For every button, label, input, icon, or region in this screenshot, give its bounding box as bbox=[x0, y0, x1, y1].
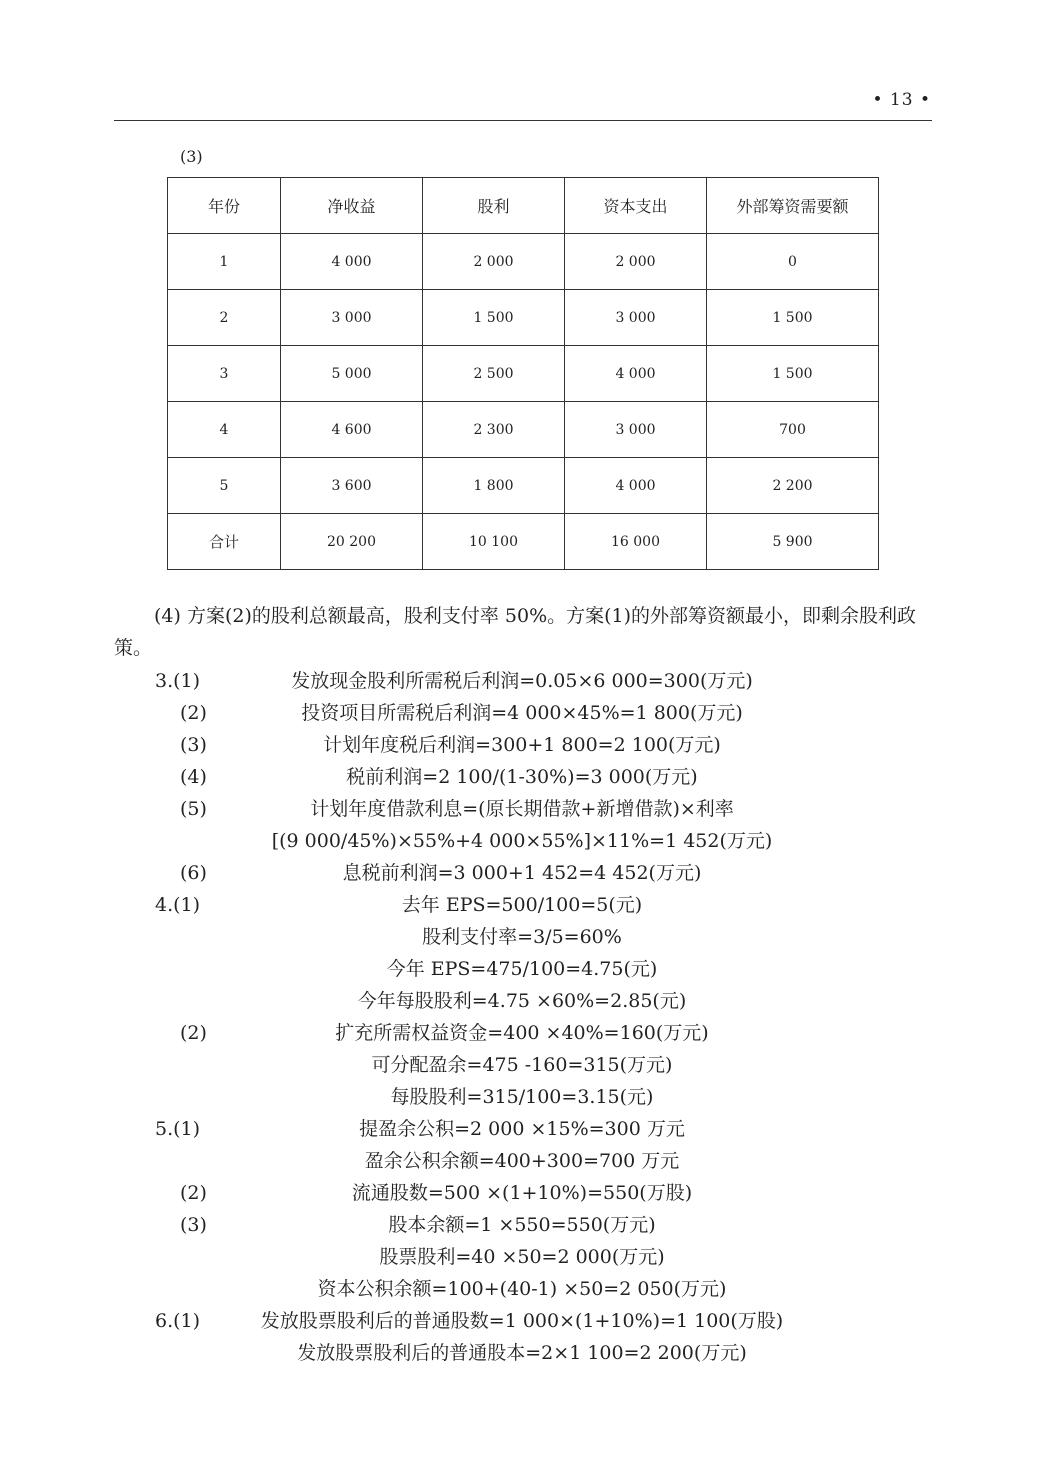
table-header-row bbox=[168, 178, 879, 234]
formula-text: 计划年度借款利息=(原长期借款+新增借款)×利率 bbox=[310, 798, 734, 820]
answer-line bbox=[0, 953, 1049, 985]
table-cell: 4 bbox=[168, 402, 281, 458]
table-cell: 5 900 bbox=[707, 514, 879, 570]
answer-line bbox=[0, 729, 1049, 761]
answer-line bbox=[0, 889, 1049, 921]
answer-line bbox=[0, 1145, 1049, 1177]
table-row bbox=[168, 458, 879, 514]
answer-line bbox=[0, 1305, 1049, 1337]
answer-line bbox=[0, 1113, 1049, 1145]
formula-text: 扩充所需权益资金=400 ×40%=160(万元) bbox=[335, 1022, 709, 1044]
answer-line bbox=[0, 665, 1049, 697]
table-header-cell: 净收益 bbox=[281, 178, 423, 234]
table-cell: 0 bbox=[707, 234, 879, 290]
table-cell: 2 200 bbox=[707, 458, 879, 514]
formula-text: 股本余额=1 ×550=550(万元) bbox=[388, 1214, 656, 1236]
table-cell: 1 500 bbox=[423, 290, 565, 346]
table-cell: 1 500 bbox=[707, 290, 879, 346]
formula-text: 可分配盈余=475 -160=315(万元) bbox=[371, 1054, 673, 1076]
formula-text: 流通股数=500 ×(1+10%)=550(万股) bbox=[351, 1182, 693, 1204]
table-row bbox=[168, 234, 879, 290]
table-cell: 2 300 bbox=[423, 402, 565, 458]
table-header-cell: 外部筹资需要额 bbox=[707, 178, 879, 234]
table-cell: 3 bbox=[168, 346, 281, 402]
formula-text: 盈余公积余额=400+300=700 万元 bbox=[364, 1150, 680, 1172]
table-header-cell: 股利 bbox=[423, 178, 565, 234]
answer-line bbox=[0, 1273, 1049, 1305]
table-cell: 5 000 bbox=[281, 346, 423, 402]
answer-line bbox=[0, 1017, 1049, 1049]
item-number: (4) bbox=[180, 766, 207, 788]
table-cell: 2 000 bbox=[423, 234, 565, 290]
table-sub-label: (3) bbox=[180, 147, 203, 166]
header-rule bbox=[114, 120, 932, 121]
formula-text: 今年每股股利=4.75 ×60%=2.85(元) bbox=[357, 990, 687, 1012]
answer-line bbox=[0, 1049, 1049, 1081]
table-row bbox=[168, 290, 879, 346]
formula-text: 税前利润=2 100/(1-30%)=3 000(万元) bbox=[346, 766, 698, 788]
page-number: • 13 • bbox=[872, 90, 931, 110]
table-header-cell: 资本支出 bbox=[565, 178, 707, 234]
answer-line bbox=[0, 985, 1049, 1017]
formula-text: 发放现金股利所需税后利润=0.05×6 000=300(万元) bbox=[291, 670, 753, 692]
table-row bbox=[168, 346, 879, 402]
answer-line bbox=[0, 1241, 1049, 1273]
item-number: (2) bbox=[180, 702, 207, 724]
answer-line bbox=[0, 921, 1049, 953]
answer-line bbox=[0, 825, 1049, 857]
formula-text: 投资项目所需税后利润=4 000×45%=1 800(万元) bbox=[301, 702, 743, 724]
table-cell: 3 000 bbox=[565, 290, 707, 346]
data-table bbox=[167, 177, 879, 570]
table-cell: 2 500 bbox=[423, 346, 565, 402]
formula-text: 股票股利=40 ×50=2 000(万元) bbox=[379, 1246, 665, 1268]
item-number: 4.(1) bbox=[155, 894, 201, 916]
formula-text: 计划年度税后利润=300+1 800=2 100(万元) bbox=[323, 734, 721, 756]
item-number: (3) bbox=[180, 1214, 207, 1236]
formula-text: 提盈余公积=2 000 ×15%=300 万元 bbox=[359, 1118, 685, 1140]
table-cell: 1 800 bbox=[423, 458, 565, 514]
answer-line bbox=[0, 761, 1049, 793]
item-number: (2) bbox=[180, 1022, 207, 1044]
answer-line bbox=[0, 697, 1049, 729]
table-row bbox=[168, 402, 879, 458]
table-cell: 1 500 bbox=[707, 346, 879, 402]
formula-text: 资本公积余额=100+(40-1) ×50=2 050(万元) bbox=[317, 1278, 727, 1300]
table-cell: 10 100 bbox=[423, 514, 565, 570]
table-cell: 4 600 bbox=[281, 402, 423, 458]
formula-text: [(9 000/45%)×55%+4 000×55%]×11%=1 452(万元) bbox=[271, 830, 773, 852]
table-cell: 700 bbox=[707, 402, 879, 458]
formula-text: 息税前利润=3 000+1 452=4 452(万元) bbox=[342, 862, 702, 884]
item-number: 3.(1) bbox=[155, 670, 201, 692]
table-cell: 5 bbox=[168, 458, 281, 514]
formula-text: 发放股票股利后的普通股数=1 000×(1+10%)=1 100(万股) bbox=[260, 1310, 784, 1332]
item-number: (5) bbox=[180, 798, 207, 820]
table-cell: 2 bbox=[168, 290, 281, 346]
conclusion-text: (4) 方案(2)的股利总额最高，股利支付率 50%。方案(1)的外部筹资额最小，即剩余股利政策。 bbox=[114, 605, 917, 659]
item-number: (2) bbox=[180, 1182, 207, 1204]
item-number: 6.(1) bbox=[155, 1310, 201, 1332]
item-number: 5.(1) bbox=[155, 1118, 201, 1140]
table-header-cell: 年份 bbox=[168, 178, 281, 234]
answer-line bbox=[0, 1209, 1049, 1241]
table-cell: 4 000 bbox=[565, 458, 707, 514]
formula-text: 每股股利=315/100=3.15(元) bbox=[390, 1086, 654, 1108]
table-total-row bbox=[168, 514, 879, 570]
table-cell: 4 000 bbox=[565, 346, 707, 402]
item-number: (3) bbox=[180, 734, 207, 756]
answer-line bbox=[0, 857, 1049, 889]
table-cell: 4 000 bbox=[281, 234, 423, 290]
formula-text: 今年 EPS=475/100=4.75(元) bbox=[386, 958, 658, 980]
table-cell: 16 000 bbox=[565, 514, 707, 570]
formula-text: 去年 EPS=500/100=5(元) bbox=[401, 894, 643, 916]
table-cell: 3 600 bbox=[281, 458, 423, 514]
answer-line bbox=[0, 1177, 1049, 1209]
table-cell: 2 000 bbox=[565, 234, 707, 290]
table-cell: 1 bbox=[168, 234, 281, 290]
answer-line bbox=[0, 793, 1049, 825]
table-cell: 20 200 bbox=[281, 514, 423, 570]
answer-line bbox=[0, 1337, 1049, 1369]
table-cell: 合计 bbox=[168, 514, 281, 570]
conclusion-paragraph bbox=[114, 600, 934, 664]
formula-text: 发放股票股利后的普通股本=2×1 100=2 200(万元) bbox=[297, 1342, 747, 1364]
answer-line bbox=[0, 1081, 1049, 1113]
item-number: (6) bbox=[180, 862, 207, 884]
formula-text: 股利支付率=3/5=60% bbox=[422, 926, 622, 948]
table-cell: 3 000 bbox=[281, 290, 423, 346]
table-cell: 3 000 bbox=[565, 402, 707, 458]
